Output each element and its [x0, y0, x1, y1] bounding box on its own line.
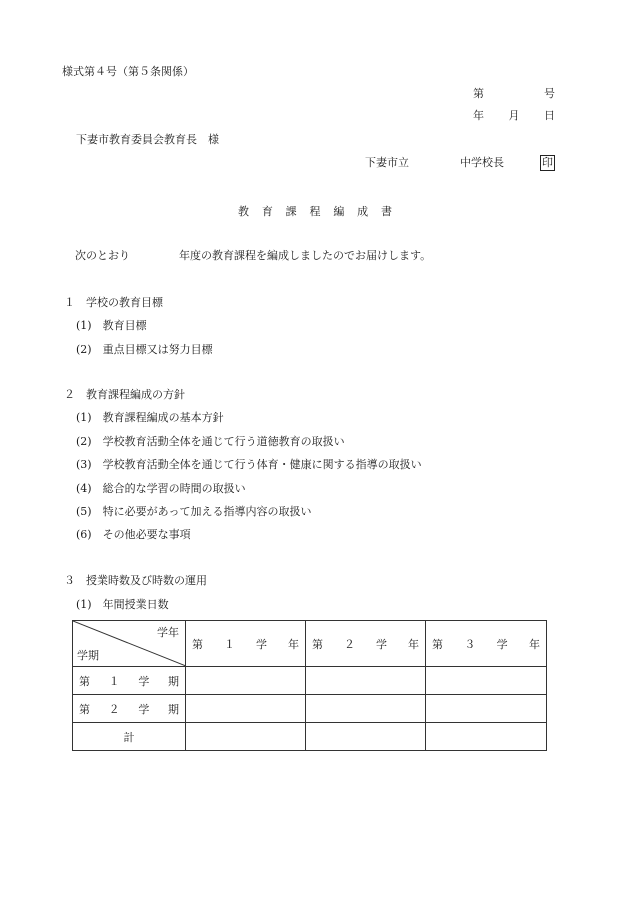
date-line [473, 109, 555, 123]
header-char: ３ [464, 637, 476, 651]
section-heading: １ 学校の教育目標 [64, 296, 163, 309]
table-cell-empty[interactable] [426, 723, 547, 751]
form-number: 様式第４号（第５条関係） [62, 65, 194, 78]
header-char: 学 [496, 637, 508, 651]
table-cell-empty[interactable] [306, 723, 426, 751]
column-header-grade-1 [186, 621, 306, 667]
row-header-term-1 [73, 667, 186, 695]
header-char: 年 [408, 637, 419, 651]
header-char: 第 [312, 637, 323, 651]
title-char: 編 [333, 205, 345, 218]
table-cell-empty[interactable] [186, 695, 306, 723]
intro-text: 年度の教育課程を編成しましたのでお届けします。 [179, 249, 432, 262]
header-char: １ [224, 637, 235, 651]
doc-number-suffix: 号 [544, 87, 555, 100]
date-year: 年 [473, 109, 484, 122]
header-char: ２ [344, 637, 355, 651]
header-char: 第 [192, 637, 203, 651]
table-row [73, 667, 547, 695]
seal-mark [540, 155, 555, 171]
table-cell-empty[interactable] [186, 667, 306, 695]
sender-school: 中学校長 [460, 156, 504, 169]
total-label: 計 [123, 730, 135, 744]
date-month: 月 [508, 109, 520, 122]
date-day: 日 [544, 109, 555, 122]
column-header-grade-2 [306, 621, 426, 667]
section-heading: ３ 授業時数及び時数の運用 [64, 574, 207, 587]
table-cell-empty[interactable] [426, 695, 547, 723]
header-char: 年 [528, 637, 540, 651]
title-char: 書 [380, 205, 392, 218]
section-item: (5) 特に必要があって加える指導内容の取扱い [76, 505, 312, 518]
row-char: 学 [138, 674, 150, 688]
title-char: 課 [285, 205, 297, 218]
table-cell-empty[interactable] [186, 723, 306, 751]
header-char: 学 [376, 637, 387, 651]
section-item: (1) 教育目標 [76, 319, 147, 332]
table-cell-empty[interactable] [426, 667, 547, 695]
section-item: (1) 年間授業日数 [76, 598, 169, 611]
row-char: 学 [138, 702, 150, 716]
row-header-total [73, 723, 186, 751]
section-item: (6) その他必要な事項 [76, 528, 191, 541]
table-cell-empty[interactable] [306, 667, 426, 695]
intro-lead: 次のとおり [75, 249, 130, 262]
row-char: 第 [79, 702, 90, 716]
section-item: (1) 教育課程編成の基本方針 [76, 411, 224, 424]
section-heading: ２ 教育課程編成の方針 [64, 388, 185, 401]
row-char: ２ [108, 702, 120, 716]
table-cell-empty[interactable] [306, 695, 426, 723]
seal-stamp: 印 [542, 156, 553, 169]
annual-days-table [72, 620, 547, 751]
addressee: 下妻市教育委員会教育長 様 [76, 133, 219, 146]
row-char: １ [108, 674, 120, 688]
sender-city: 下妻市立 [365, 156, 409, 169]
document-title [238, 205, 392, 219]
row-char: 第 [79, 674, 90, 688]
row-char: 期 [167, 674, 179, 688]
document-number [473, 87, 555, 101]
header-char: 学 [256, 637, 267, 651]
header-char: 年 [288, 637, 299, 651]
section-item: (2) 重点目標又は努力目標 [76, 343, 213, 356]
title-char: 育 [261, 205, 273, 218]
section-item: (3) 学校教育活動全体を通じて行う体育・健康に関する指導の取扱い [76, 458, 422, 471]
title-char: 程 [309, 205, 321, 218]
corner-label-term: 学期 [77, 649, 99, 662]
title-char: 成 [357, 205, 369, 218]
row-header-term-2 [73, 695, 186, 723]
column-header-grade-3 [426, 621, 547, 667]
table-row [73, 695, 547, 723]
title-char: 教 [238, 205, 249, 218]
table-total-row [73, 723, 547, 751]
table-header-row [73, 621, 547, 667]
corner-label-grade: 学年 [157, 626, 179, 639]
header-char: 第 [432, 637, 443, 651]
row-char: 期 [167, 702, 179, 716]
section-item: (2) 学校教育活動全体を通じて行う道徳教育の取扱い [76, 435, 345, 448]
table-corner-cell [73, 621, 186, 667]
doc-number-prefix: 第 [473, 87, 484, 100]
section-item: (4) 総合的な学習の時間の取扱い [76, 482, 246, 495]
